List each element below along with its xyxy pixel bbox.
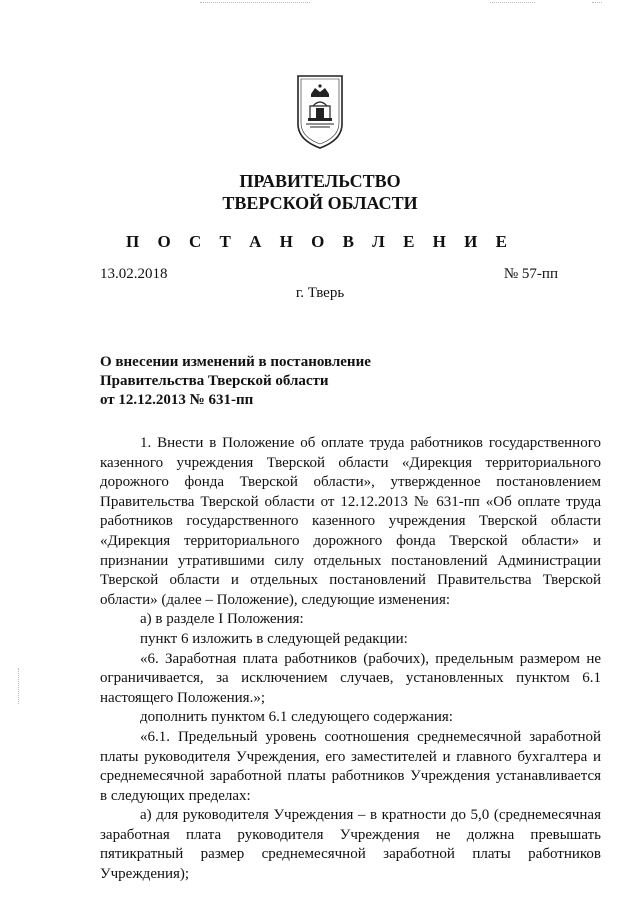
body-paragraph: а) в разделе I Положения: bbox=[140, 611, 304, 628]
body-paragraph: дополнить пунктом 6.1 следующего содержания: bbox=[140, 709, 453, 726]
body-paragraph: а) для руководителя Учреждения – в кратности до 5,0 (среднемесячная заработная плата руководителя Учреждения не должна превышать пятикратный размер среднемесячной заработной платы работников Учреждения); bbox=[100, 807, 601, 883]
document-subject bbox=[100, 353, 371, 410]
document-date: 13.02.2018 bbox=[100, 266, 168, 282]
body-paragraph: «6.1. Предельный уровень соотношения среднемесячной заработной платы руководителя Учреждения, его заместителей и главного бухгалтера и среднемесячной заработной платы работников Учреждения устанавливается в следующих пределах: bbox=[100, 728, 601, 804]
document-city: г. Тверь bbox=[295, 285, 345, 301]
subject-line2: Правительства Тверской области bbox=[100, 373, 329, 389]
scan-artifact-line bbox=[490, 2, 535, 3]
body-paragraph: «6. Заработная плата работников (рабочих), предельным размером не ограничивается, за исключением случаев, установленных пунктом 6.1 настоящего Положения.»; bbox=[100, 650, 601, 706]
document-number: № 57-пп bbox=[503, 266, 558, 282]
document-type: П О С Т А Н О В Л Е Н И Е bbox=[126, 232, 514, 251]
coat-of-arms-icon bbox=[296, 74, 344, 150]
subject-line1: О внесении изменений в постановление bbox=[100, 354, 371, 370]
government-title bbox=[0, 170, 640, 214]
document-body bbox=[100, 434, 601, 885]
scan-artifact-line bbox=[200, 2, 310, 3]
government-title-line2: ТВЕРСКОЙ ОБЛАСТИ bbox=[222, 193, 418, 213]
body-paragraph: 1. Внести в Положение об оплате труда работников государственного казенного учреждения Тверской области «Дирекция территориального дорожного фонда Тверской области», утвержденное постановлением Правительства Тверской области от 12.12.2013 № 631-пп «Об оплате труда работников государственного казенного учреждения Тверской области «Дирекция территориального дорожного фонда Тверской области» и признании утратившими силу отдельных постановлений Администрации Тверской области и отдельных постановлений Правительства Тверской области» (далее – Положение), следующие изменения: bbox=[100, 435, 601, 608]
government-title-line1: ПРАВИТЕЛЬСТВО bbox=[239, 171, 401, 191]
scan-artifact-line bbox=[592, 2, 602, 3]
body-paragraph: пункт 6 изложить в следующей редакции: bbox=[140, 630, 408, 647]
subject-line3: от 12.12.2013 № 631-пп bbox=[100, 392, 254, 408]
scan-artifact-mark bbox=[18, 668, 20, 704]
